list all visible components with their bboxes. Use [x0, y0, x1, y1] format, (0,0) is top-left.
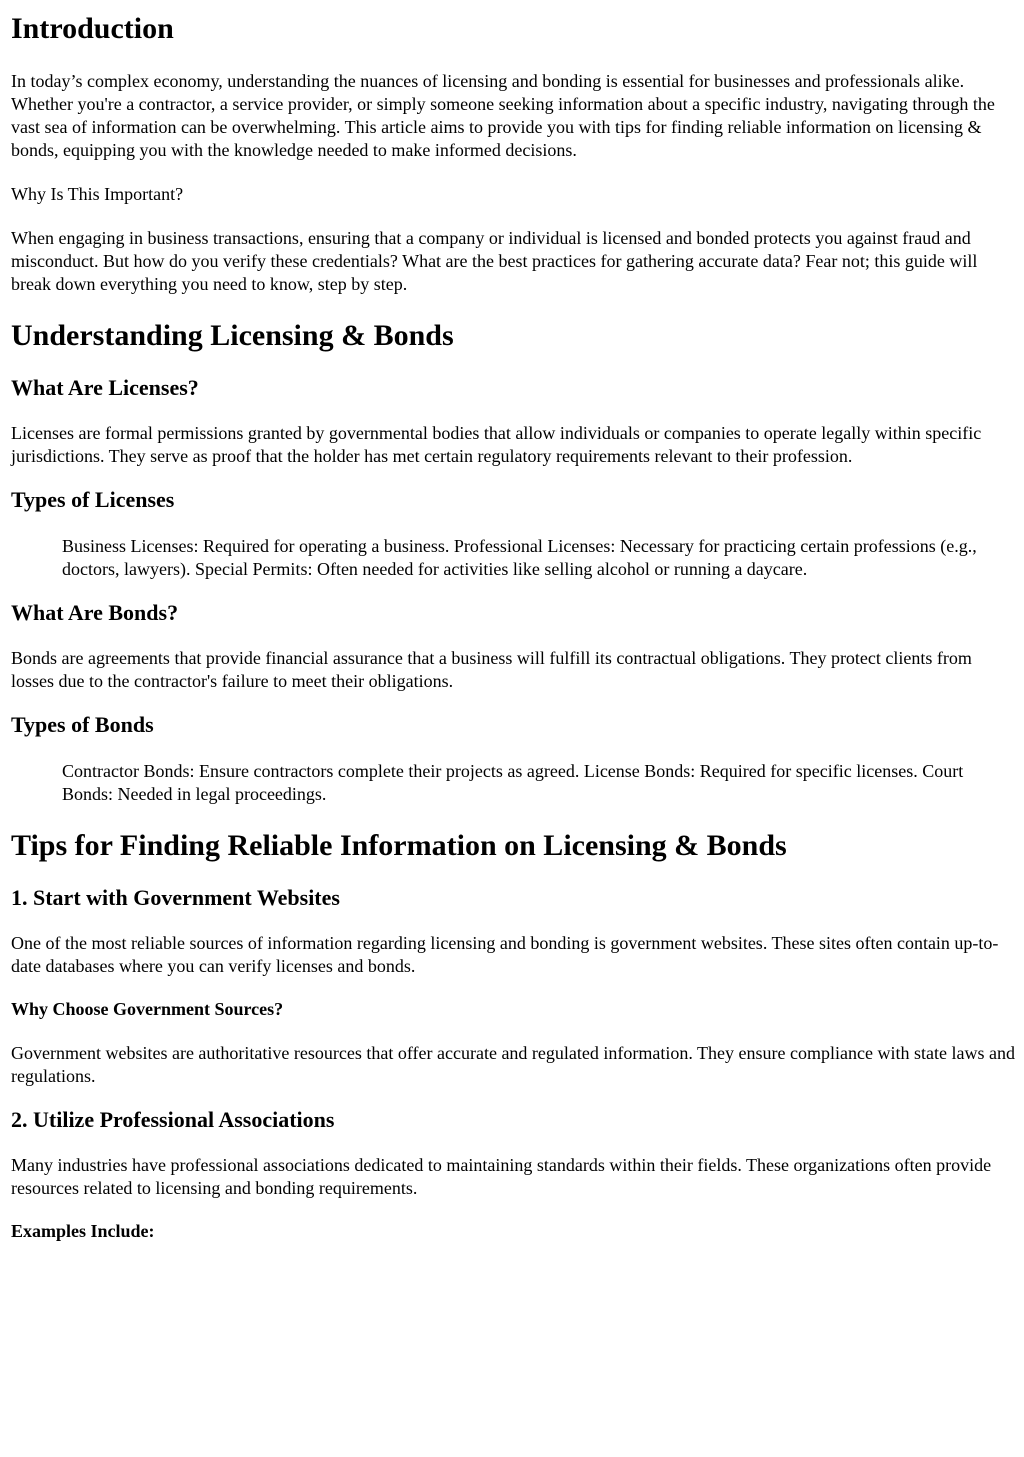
article [0, 11, 1024, 1243]
assoc-heading: 2. Utilize Professional Associations [11, 1107, 335, 1132]
gov-why-paragraph: Government websites are authoritative resources that offer accurate and regulated information. They ensure compliance with state laws and regulations. [11, 1043, 1015, 1086]
intro-heading: Introduction [11, 12, 174, 45]
bond-types-heading: Types of Bonds [11, 712, 154, 737]
assoc-paragraph: Many industries have professional associations dedicated to maintaining standards within their fields. These organizations often provide resources related to licensing and bonding requirements. [11, 1155, 992, 1198]
licenses-paragraph: Licenses are formal permissions granted by governmental bodies that allow individuals or companies to operate legally within specific jurisdictions. They serve as proof that the holder has met certain regulatory requirements relevant to their profession. [11, 423, 982, 466]
bond-types-text: Contractor Bonds: Ensure contractors complete their projects as agreed. License Bonds: Required for specific licenses. Court Bonds: Needed in legal proceedings. [62, 761, 964, 804]
bonds-paragraph: Bonds are agreements that provide financial assurance that a business will fulfill its contractual obligations. They protect clients from losses due to the contractor's failure to meet their obligations. [11, 648, 972, 691]
license-types-heading: Types of Licenses [11, 487, 175, 512]
license-types-text: Business Licenses: Required for operating a business. Professional Licenses: Necessary for practicing certain professions (e.g., doctors, lawyers). Special Permits: Often needed for activities like selling alcohol or running a daycare. [62, 536, 977, 579]
licenses-heading: What Are Licenses? [11, 375, 199, 400]
gov-why-heading: Why Choose Government Sources? [11, 999, 284, 1019]
examples-heading: Examples Include: [11, 1221, 155, 1241]
gov-websites-heading: 1. Start with Government Websites [11, 885, 340, 910]
why-important-label: Why Is This Important? [11, 184, 184, 204]
intro-paragraph: In today’s complex economy, understanding the nuances of licensing and bonding is essential for businesses and professionals alike. Whether you're a contractor, a service provider, or simply someone seeking information about a specific industry, navigating through the vast sea of information can be overwhelming. This article aims to provide you with tips for finding reliable information on licensing & bonds, equipping you with the knowledge needed to make informed decisions. [11, 71, 995, 160]
tips-heading: Tips for Finding Reliable Information on Licensing & Bonds [11, 829, 787, 862]
bonds-heading: What Are Bonds? [11, 600, 179, 625]
why-important-paragraph: When engaging in business transactions, ensuring that a company or individual is licensed and bonded protects you against fraud and misconduct. But how do you verify these credentials? What are the best practices for gathering accurate data? Fear not; this guide will break down everything you need to know, step by step. [11, 228, 978, 294]
gov-websites-paragraph: One of the most reliable sources of information regarding licensing and bonding is government websites. These sites often contain up-to-date databases where you can verify licenses and bonds. [11, 933, 999, 976]
understanding-heading: Understanding Licensing & Bonds [11, 319, 454, 352]
